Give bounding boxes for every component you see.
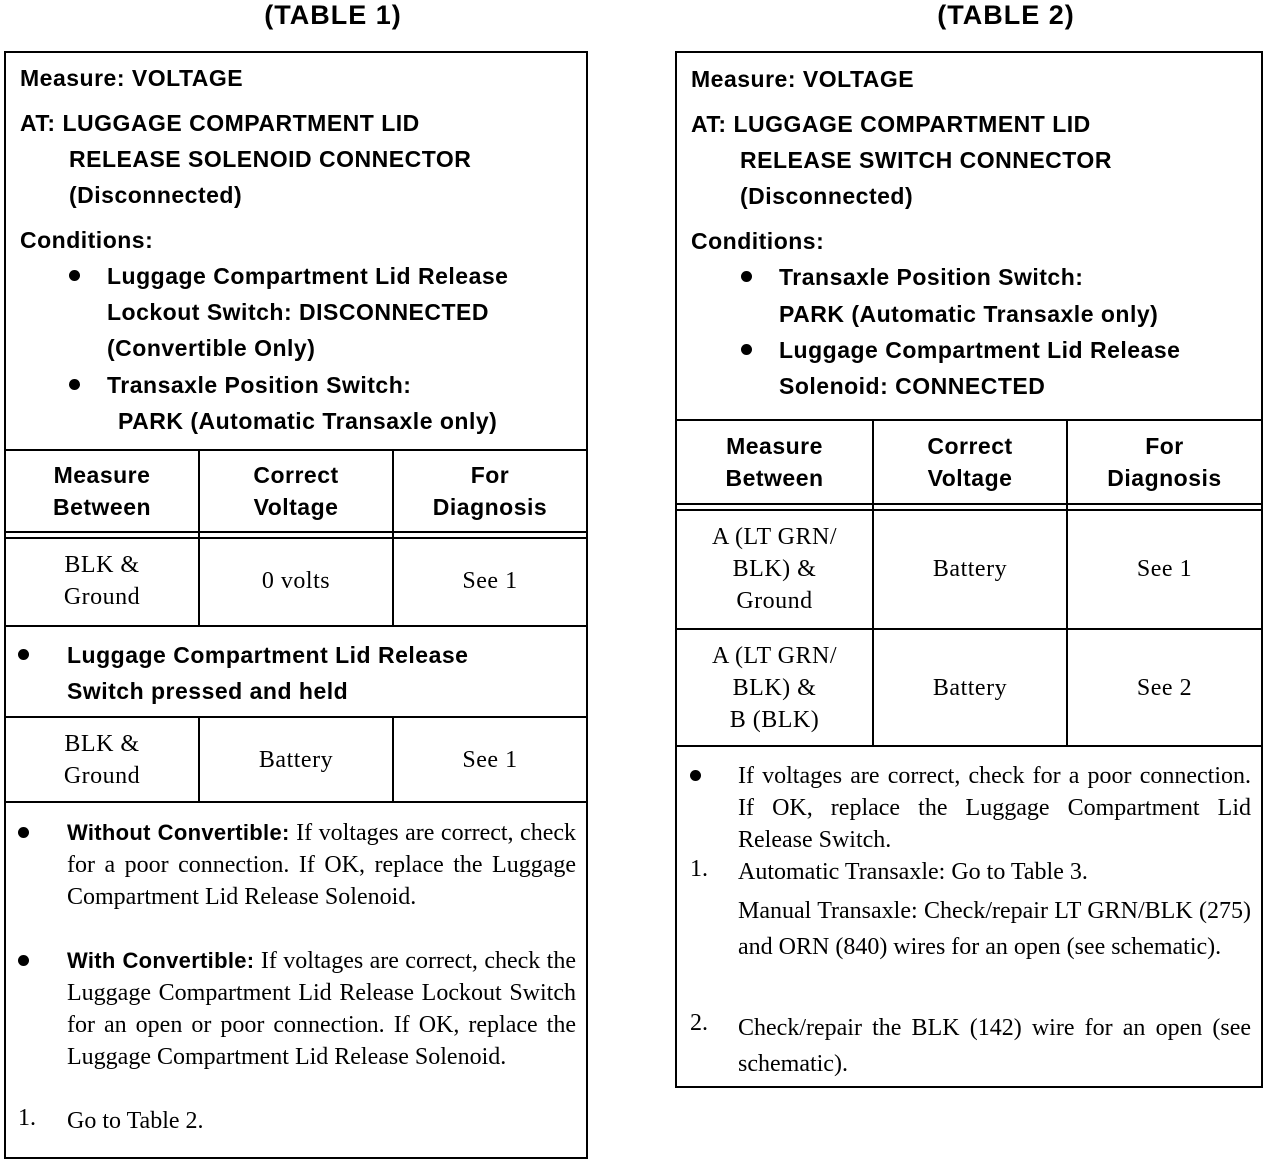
measure-label: Measure: VOLTAGE (691, 66, 915, 92)
row2-for-diagnosis: See 2 (1136, 674, 1193, 701)
conditions-label: Conditions: (691, 228, 825, 254)
header-for-diagnosis: For Diagnosis (432, 462, 548, 520)
bullet-icon (690, 770, 701, 781)
condition-2-line-2: Solenoid: CONNECTED (779, 373, 1046, 399)
bullet-icon (69, 379, 80, 390)
condition-2-line-1: Luggage Compartment Lid Release (779, 337, 1181, 363)
at-line-2: RELEASE SWITCH CONNECTOR (740, 147, 1112, 173)
header-measure-between: Measure Between (52, 462, 152, 520)
step-number: 1. (690, 856, 708, 882)
row1-measure-between: A (LT GRN/ BLK) & Ground (711, 523, 838, 614)
at-line-1: AT: LUGGAGE COMPARTMENT LID (20, 110, 420, 136)
step-number: 2. (690, 1010, 708, 1036)
note-voltages-correct: If voltages are correct, check for a poor connection. If OK, replace the Luggage Compartment Lid Release Switch. (738, 763, 1251, 853)
table1 (4, 51, 588, 1159)
row2-correct-voltage: Battery (932, 674, 1008, 701)
header-for-diagnosis: For Diagnosis (1107, 433, 1222, 491)
bullet-icon (741, 271, 752, 282)
condition-1-line-1: Luggage Compartment Lid Release (107, 263, 509, 289)
measure-label: Measure: VOLTAGE (20, 65, 244, 91)
row1-correct-voltage: Battery (932, 555, 1008, 582)
step-number: 1. (18, 1105, 36, 1131)
note-with-convertible: With Convertible: If voltages are correct, check the Luggage Compartment Lid Release Lockout Switch for an open or poor connection. If OK, replace the Luggage Compartment Lid Release Solenoid. (67, 948, 576, 1070)
step-2-text: Check/repair the BLK (142) wire for an open (see schematic). (738, 1015, 1251, 1077)
table2-title: (TABLE 2) (937, 0, 1075, 30)
header-correct-voltage: Correct Voltage (253, 462, 339, 520)
row1-correct-voltage: 0 volts (261, 568, 331, 594)
table2 (675, 51, 1263, 1088)
row1-measure-between: BLK & Ground (63, 552, 141, 610)
at-line-1: AT: LUGGAGE COMPARTMENT LID (691, 111, 1091, 137)
condition-2-line-2: PARK (Automatic Transaxle only) (118, 408, 498, 434)
condition-1-line-2: PARK (Automatic Transaxle only) (779, 301, 1159, 327)
at-line-3: (Disconnected) (740, 183, 914, 209)
header-measure-between: Measure Between (725, 433, 824, 491)
row1-for-diagnosis: See 1 (462, 568, 518, 594)
bullet-icon (741, 344, 752, 355)
note-without-convertible: Without Convertible: If voltages are correct, check for a poor connection. If OK, replace the Luggage Compartment Lid Release Solenoid. (67, 820, 576, 910)
row2-measure-between: BLK & Ground (63, 730, 141, 789)
bullet-icon (18, 955, 29, 966)
step-1-manual: Manual Transaxle: Check/repair LT GRN/BLK (275) and ORN (840) wires for an open (see schematic). (738, 898, 1251, 960)
mid-condition-line-2: Switch pressed and held (67, 678, 349, 704)
mid-condition-line-1: Luggage Compartment Lid Release (67, 642, 469, 668)
at-line-2: RELEASE SOLENOID CONNECTOR (69, 146, 472, 172)
bullet-icon (18, 827, 29, 838)
bullet-icon (69, 270, 80, 281)
condition-1-line-1: Transaxle Position Switch: (779, 264, 1084, 290)
table1-title: (TABLE 1) (264, 0, 402, 30)
at-line-3: (Disconnected) (69, 182, 243, 208)
step-1-automatic: Automatic Transaxle: Go to Table 3. (738, 859, 1088, 885)
row2-measure-between: A (LT GRN/ BLK) & B (BLK) (711, 642, 838, 733)
header-correct-voltage: Correct Voltage (927, 433, 1013, 491)
condition-2-line-1: Transaxle Position Switch: (107, 372, 412, 398)
condition-1-line-3: (Convertible Only) (107, 335, 316, 361)
conditions-label: Conditions: (20, 227, 154, 253)
bullet-icon (18, 649, 29, 660)
row1-for-diagnosis: See 1 (1136, 555, 1193, 582)
row2-for-diagnosis: See 1 (462, 746, 518, 773)
condition-1-line-2: Lockout Switch: DISCONNECTED (107, 299, 490, 325)
step-1-text: Go to Table 2. (67, 1108, 204, 1134)
row2-correct-voltage: Battery (258, 746, 334, 773)
